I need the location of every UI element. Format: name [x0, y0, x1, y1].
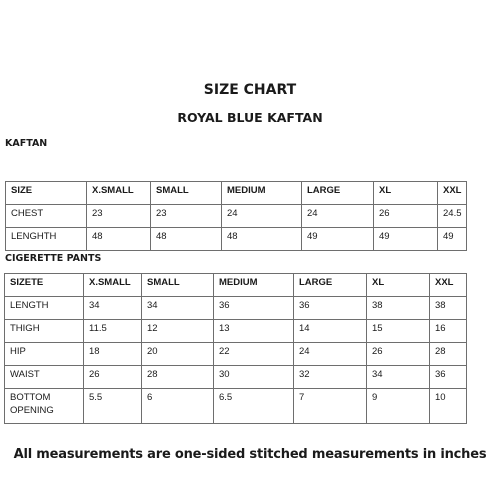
table-cell: 48	[222, 228, 302, 251]
table-cell: 34	[84, 297, 142, 320]
table-header-cell: MEDIUM	[214, 274, 294, 297]
table-header-cell: SMALL	[151, 182, 222, 205]
table-cell: 13	[214, 320, 294, 343]
page-title: SIZE CHART	[203, 82, 297, 98]
table-cell: 49	[438, 228, 467, 251]
table-row	[5, 297, 467, 320]
pants-size-table	[4, 273, 467, 424]
table-header-cell: LARGE	[302, 182, 374, 205]
table-cell: 14	[294, 320, 367, 343]
table-cell: 26	[367, 343, 430, 366]
table-cell: CHEST	[6, 205, 87, 228]
table-header-row	[6, 182, 467, 205]
table-cell: 7	[294, 389, 367, 424]
table-cell: 22	[214, 343, 294, 366]
table-cell: 48	[151, 228, 222, 251]
table-cell: 32	[294, 366, 367, 389]
table-header-cell: LARGE	[294, 274, 367, 297]
table-cell: 26	[84, 366, 142, 389]
table-header-cell: XL	[374, 182, 438, 205]
table-cell: 49	[374, 228, 438, 251]
table-cell: 18	[84, 343, 142, 366]
table-header-cell: X.SMALL	[87, 182, 151, 205]
table-row	[5, 320, 467, 343]
table-cell: 15	[367, 320, 430, 343]
pants-section-label: CIGERETTE PANTS	[5, 253, 102, 264]
table-header-cell: SIZETE	[5, 274, 84, 297]
table-cell: 28	[430, 343, 467, 366]
table-cell: 26	[374, 205, 438, 228]
table-cell: 10	[430, 389, 467, 424]
table-cell: 9	[367, 389, 430, 424]
table-cell: 49	[302, 228, 374, 251]
product-subtitle: ROYAL BLUE KAFTAN	[177, 110, 323, 125]
table-cell: 11.5	[84, 320, 142, 343]
table-cell: 34	[142, 297, 214, 320]
table-cell: LENGHTH	[6, 228, 87, 251]
table-cell: 16	[430, 320, 467, 343]
table-cell: 38	[430, 297, 467, 320]
table-cell: 24	[222, 205, 302, 228]
table-header-cell: XL	[367, 274, 430, 297]
table-cell: 24.5	[438, 205, 467, 228]
table-cell: WAIST	[5, 366, 84, 389]
table-cell: 36	[430, 366, 467, 389]
table-cell: THIGH	[5, 320, 84, 343]
table-header-cell: XXL	[438, 182, 467, 205]
table-cell: 23	[151, 205, 222, 228]
table-cell: 30	[214, 366, 294, 389]
table-row	[5, 389, 467, 424]
table-cell: 12	[142, 320, 214, 343]
table-cell: 23	[87, 205, 151, 228]
table-cell: 24	[302, 205, 374, 228]
measurement-note: All measurements are one-sided stitched measurements in inches	[13, 447, 487, 462]
kaftan-section-label: KAFTAN	[5, 138, 48, 149]
table-header-cell: X.SMALL	[84, 274, 142, 297]
table-row	[5, 366, 467, 389]
table-cell: 6.5	[214, 389, 294, 424]
table-cell: 48	[87, 228, 151, 251]
table-header-cell: SIZE	[6, 182, 87, 205]
table-row	[5, 343, 467, 366]
table-header-cell: XXL	[430, 274, 467, 297]
table-header-cell: SMALL	[142, 274, 214, 297]
table-cell: 34	[367, 366, 430, 389]
table-header-row	[5, 274, 467, 297]
table-cell: 38	[367, 297, 430, 320]
table-cell: 6	[142, 389, 214, 424]
table-row	[6, 205, 467, 228]
table-cell: 28	[142, 366, 214, 389]
table-cell: LENGTH	[5, 297, 84, 320]
table-cell: BOTTOM OPENING	[5, 389, 84, 424]
table-row	[6, 228, 467, 251]
table-cell: HIP	[5, 343, 84, 366]
table-cell: 5.5	[84, 389, 142, 424]
kaftan-size-table	[5, 181, 467, 251]
table-cell: 20	[142, 343, 214, 366]
table-cell: 36	[214, 297, 294, 320]
table-cell: 36	[294, 297, 367, 320]
table-header-cell: MEDIUM	[222, 182, 302, 205]
table-cell: 24	[294, 343, 367, 366]
